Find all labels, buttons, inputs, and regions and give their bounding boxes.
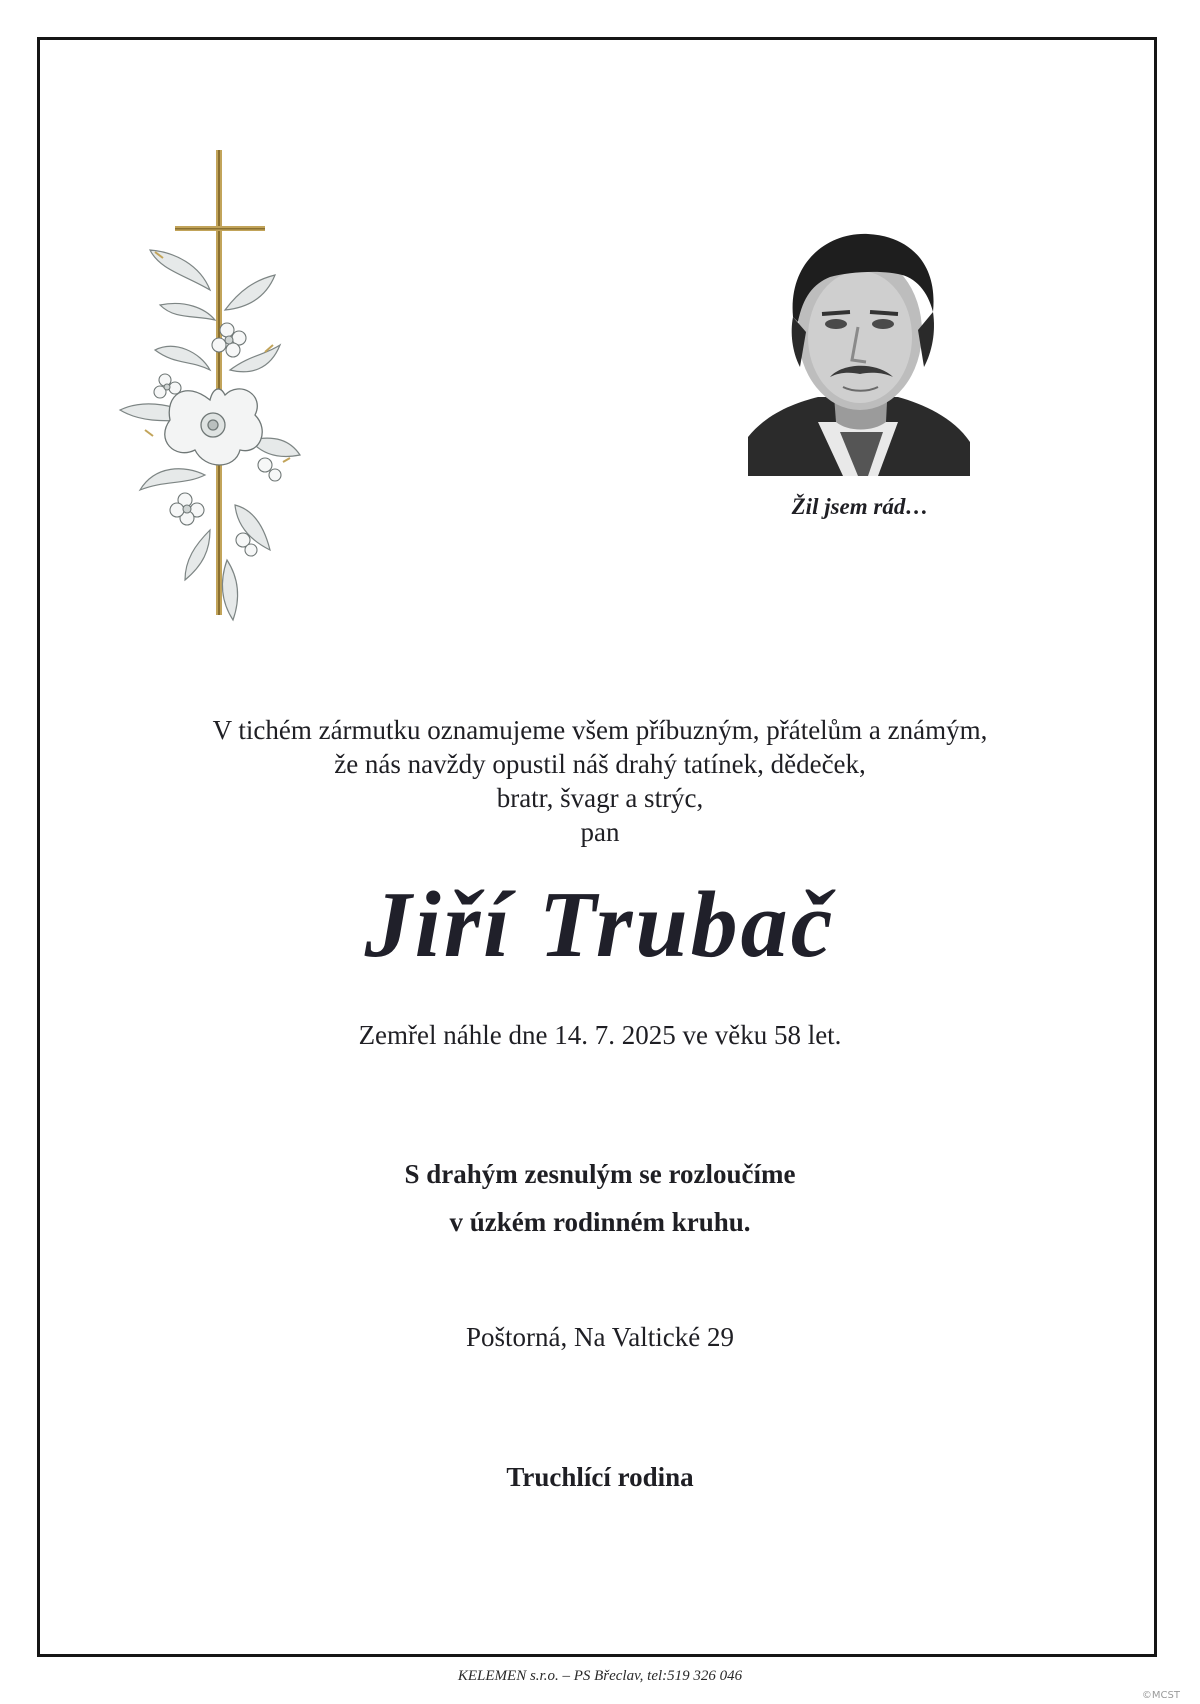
corner-mark: ©MCST — [1141, 1690, 1180, 1701]
portrait-photo — [748, 222, 970, 476]
signature: Truchlící rodina — [506, 1462, 694, 1492]
cross-with-flowers-icon — [115, 140, 305, 630]
announcement-line: pan — [580, 817, 620, 847]
announcement-line: že nás navždy opustil náš drahý tatínek, dědeček, — [334, 749, 866, 779]
farewell-line: S drahým zesnulým se rozloučíme — [404, 1159, 796, 1189]
announcement-line: V tichém zármutku oznamujeme všem příbuzným, přátelům a známým, — [212, 715, 988, 745]
deceased-name: Jiří Trubač — [364, 873, 836, 977]
footer-funeral-service: KELEMEN s.r.o. – PS Břeclav, tel:519 326 046 — [457, 1668, 743, 1684]
announcement-line: bratr, švagr a strýc, — [496, 783, 704, 813]
motto-caption: Žil jsem rád… — [791, 494, 929, 519]
farewell-text — [100, 1150, 1100, 1246]
death-note: Zemřel náhle dne 14. 7. 2025 ve věku 58 let. — [358, 1020, 842, 1050]
address: Poštorná, Na Valtické 29 — [466, 1322, 734, 1352]
farewell-line: v úzkém rodinném kruhu. — [449, 1207, 751, 1237]
announcement-text — [100, 713, 1100, 849]
